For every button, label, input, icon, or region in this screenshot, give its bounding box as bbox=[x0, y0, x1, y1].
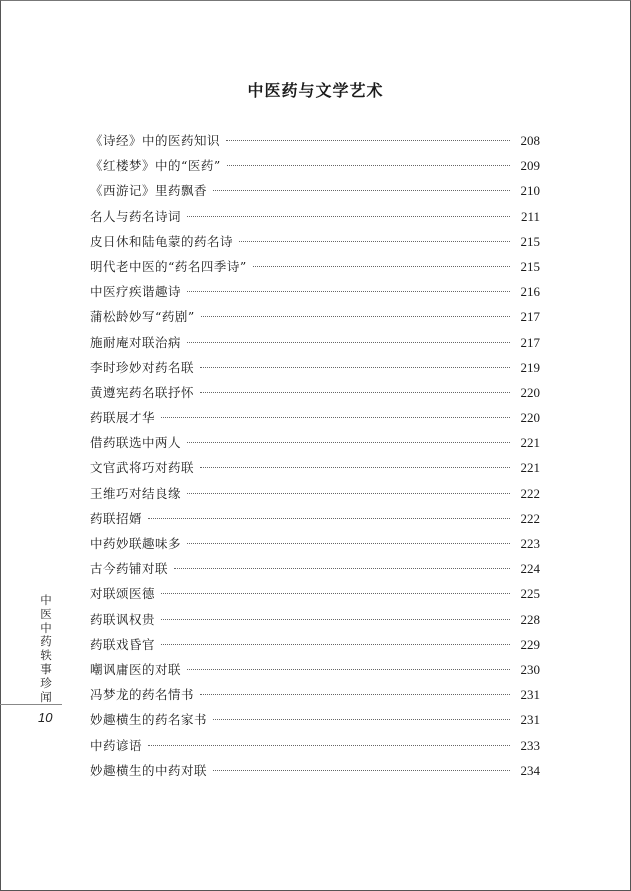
toc-entry-page: 219 bbox=[520, 359, 540, 375]
toc-entry[interactable] bbox=[90, 758, 540, 783]
toc-dot-leader bbox=[200, 693, 510, 695]
toc-entry-title: 王维巧对结良缘 bbox=[90, 485, 182, 501]
toc-entry-page: 216 bbox=[520, 284, 540, 300]
toc-entry-page: 221 bbox=[520, 435, 540, 451]
page-number: 10 bbox=[38, 710, 53, 725]
toc-dot-leader bbox=[213, 769, 510, 771]
toc-dot-leader bbox=[253, 265, 510, 267]
toc-entry-title: 《诗经》中的医药知识 bbox=[90, 133, 221, 148]
toc-entry-title: 施耐庵对联治病 bbox=[90, 334, 182, 350]
toc-entry-page: 221 bbox=[520, 460, 540, 476]
table-of-contents bbox=[90, 128, 540, 783]
toc-dot-leader bbox=[148, 517, 510, 519]
toc-entry[interactable] bbox=[90, 430, 540, 455]
toc-entry-title: 药联戏昏官 bbox=[90, 636, 156, 652]
toc-entry[interactable] bbox=[90, 682, 540, 707]
toc-entry-title: 名人与药名诗词 bbox=[90, 208, 182, 224]
toc-dot-leader bbox=[200, 466, 510, 468]
toc-entry-page: 233 bbox=[520, 737, 540, 753]
toc-dot-leader bbox=[239, 240, 510, 242]
toc-entry[interactable] bbox=[90, 632, 540, 657]
toc-entry-page: 230 bbox=[520, 661, 540, 677]
toc-entry-title: 皮日休和陆龟蒙的药名诗 bbox=[90, 233, 234, 249]
toc-entry-page: 228 bbox=[520, 611, 540, 627]
toc-dot-leader bbox=[161, 592, 510, 594]
toc-entry-page: 217 bbox=[520, 309, 540, 325]
toc-entry[interactable] bbox=[90, 355, 540, 380]
toc-entry-title: 中医疗疾谐趣诗 bbox=[90, 284, 182, 300]
toc-entry[interactable] bbox=[90, 405, 540, 430]
toc-entry-title: 中药谚语 bbox=[90, 737, 143, 753]
toc-entry-page: 220 bbox=[520, 384, 540, 400]
toc-entry-page: 223 bbox=[520, 536, 540, 551]
toc-entry[interactable] bbox=[90, 153, 540, 178]
toc-entry[interactable] bbox=[90, 481, 540, 506]
toc-entry[interactable] bbox=[90, 279, 540, 304]
toc-entry-page: 209 bbox=[520, 158, 540, 174]
toc-entry-title: 《西游记》里药飘香 bbox=[90, 183, 208, 199]
toc-dot-leader bbox=[187, 668, 510, 670]
toc-dot-leader bbox=[226, 139, 510, 141]
toc-entry-title: 借药联选中两人 bbox=[90, 435, 182, 451]
toc-dot-leader bbox=[213, 189, 510, 191]
side-book-title: 中医中药轶事珍闻 bbox=[40, 593, 52, 704]
toc-dot-leader bbox=[187, 542, 510, 544]
toc-entry-title: 对联颂医德 bbox=[90, 586, 156, 602]
toc-entry-page: 211 bbox=[520, 208, 540, 224]
side-divider bbox=[0, 704, 62, 705]
toc-entry[interactable] bbox=[90, 707, 540, 732]
toc-dot-leader bbox=[187, 492, 510, 494]
toc-entry-title: 妙趣横生的药名家书 bbox=[90, 712, 208, 728]
toc-entry[interactable] bbox=[90, 556, 540, 581]
toc-entry[interactable] bbox=[90, 178, 540, 203]
toc-entry-page: 222 bbox=[520, 510, 540, 526]
toc-entry-title: 蒲松龄妙写“药剧” bbox=[90, 309, 195, 325]
toc-dot-leader bbox=[213, 718, 510, 720]
toc-entry[interactable] bbox=[90, 581, 540, 606]
toc-entry-title: 明代老中医的“药名四季诗” bbox=[90, 258, 247, 274]
toc-entry-title: 妙趣横生的中药对联 bbox=[90, 762, 208, 778]
toc-entry-title: 古今药铺对联 bbox=[90, 561, 169, 577]
toc-dot-leader bbox=[187, 290, 510, 292]
toc-entry-title: 黄遵宪药名联抒怀 bbox=[90, 384, 195, 400]
toc-entry[interactable] bbox=[90, 455, 540, 480]
toc-dot-leader bbox=[161, 416, 510, 418]
toc-entry[interactable] bbox=[90, 380, 540, 405]
toc-dot-leader bbox=[161, 618, 510, 620]
toc-entry[interactable] bbox=[90, 657, 540, 682]
toc-entry[interactable] bbox=[90, 229, 540, 254]
toc-entry-title: 《红楼梦》中的“医药” bbox=[90, 158, 221, 174]
toc-entry-title: 文官武将巧对药联 bbox=[90, 460, 195, 476]
toc-entry-page: 224 bbox=[520, 561, 540, 577]
toc-entry-title: 嘲讽庸医的对联 bbox=[90, 661, 182, 677]
toc-dot-leader bbox=[161, 643, 510, 645]
toc-entry-page: 222 bbox=[520, 485, 540, 501]
toc-entry[interactable] bbox=[90, 531, 540, 556]
toc-dot-leader bbox=[148, 744, 510, 746]
toc-dot-leader bbox=[187, 215, 510, 217]
toc-entry-page: 229 bbox=[520, 636, 540, 652]
toc-dot-leader bbox=[200, 366, 510, 368]
toc-entry-title: 药联招婿 bbox=[90, 510, 143, 526]
toc-entry-page: 215 bbox=[520, 233, 540, 249]
toc-entry[interactable] bbox=[90, 607, 540, 632]
toc-entry-page: 225 bbox=[520, 586, 540, 602]
toc-entry-page: 234 bbox=[520, 762, 540, 778]
toc-entry[interactable] bbox=[90, 128, 540, 153]
toc-entry-title: 药联展才华 bbox=[90, 410, 156, 426]
toc-entry[interactable] bbox=[90, 254, 540, 279]
toc-entry[interactable] bbox=[90, 733, 540, 758]
toc-entry-page: 217 bbox=[520, 334, 540, 350]
toc-entry[interactable] bbox=[90, 304, 540, 329]
toc-dot-leader bbox=[227, 164, 510, 166]
toc-dot-leader bbox=[201, 315, 510, 317]
toc-entry-page: 220 bbox=[520, 410, 540, 426]
toc-entry-title: 药联讽权贵 bbox=[90, 611, 156, 627]
toc-entry-page: 231 bbox=[520, 712, 540, 728]
toc-dot-leader bbox=[187, 441, 510, 443]
toc-entry-page: 208 bbox=[520, 133, 540, 148]
toc-entry-page: 231 bbox=[520, 687, 540, 703]
toc-entry-title: 中药妙联趣味多 bbox=[90, 536, 182, 551]
toc-entry[interactable] bbox=[90, 330, 540, 355]
toc-entry-page: 215 bbox=[520, 258, 540, 274]
toc-dot-leader bbox=[174, 567, 510, 569]
toc-entry-page: 210 bbox=[520, 183, 540, 199]
toc-dot-leader bbox=[187, 341, 510, 343]
toc-entry-title: 冯梦龙的药名情书 bbox=[90, 687, 195, 703]
toc-dot-leader bbox=[200, 391, 510, 393]
toc-entry[interactable] bbox=[90, 204, 540, 229]
page-title: 中医药与文学艺术 bbox=[247, 81, 384, 100]
toc-entry-title: 李时珍妙对药名联 bbox=[90, 359, 195, 375]
toc-entry[interactable] bbox=[90, 506, 540, 531]
